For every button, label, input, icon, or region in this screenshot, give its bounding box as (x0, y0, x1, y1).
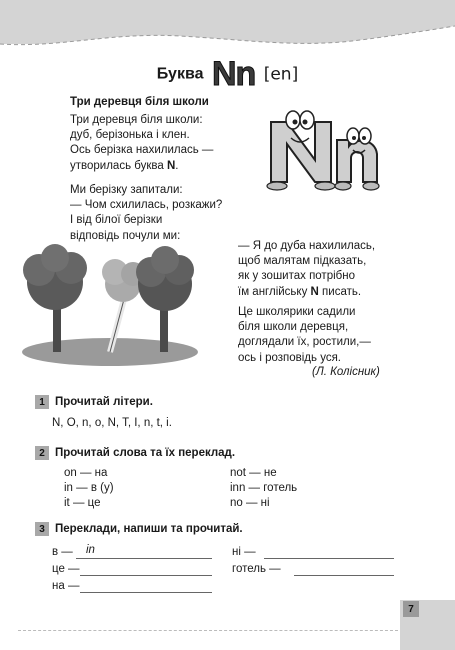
exercise-title: Прочитай літери. (55, 396, 153, 408)
poem-line: Ось берізка нахилилась — (70, 144, 214, 157)
answer-line[interactable] (80, 575, 212, 576)
poem-line: відповідь почули ми: (70, 229, 181, 242)
poem-line: як у зошитах потрібно (238, 270, 355, 283)
word-pair: in — в (у) (64, 482, 114, 494)
word-pair: inn — готель (230, 482, 298, 494)
answer-line[interactable] (76, 558, 212, 559)
translate-prompt: ні — (232, 546, 256, 558)
exercise-number: 1 (35, 395, 49, 409)
poem-line: І від білої берізки (70, 214, 163, 227)
answer-line[interactable] (294, 575, 394, 576)
word-pair: not — не (230, 467, 277, 479)
exercise-title: Переклади, напиши та прочитай. (55, 523, 243, 535)
poem-bold-letter: N (166, 159, 176, 172)
poem-line: ось і розповідь уся. (238, 351, 341, 364)
footer-dashed-line (18, 630, 398, 631)
translate-prompt: на — (52, 580, 80, 592)
word-pair: on — на (64, 467, 108, 479)
poem-line: Це школярики садили (238, 306, 356, 318)
exercise-number: 3 (35, 522, 49, 536)
exercise-1-header (35, 395, 153, 409)
answer-line[interactable] (80, 592, 212, 593)
answer-line[interactable] (264, 558, 394, 559)
top-wave-decoration (0, 18, 455, 52)
exercise-title: Прочитай слова та їх переклад. (55, 447, 236, 459)
translate-prompt: це — (52, 563, 80, 575)
poem-line: утворилась буква (70, 159, 167, 172)
word-pair: no — ні (230, 497, 270, 509)
poem-line: доглядали їх, ростили,— (238, 336, 371, 349)
word-pair: it — це (64, 497, 101, 509)
poem-line: — Я до дуба нахилилась, (238, 240, 376, 252)
poem-line: — Чом схилилась, розкажи? (70, 199, 223, 212)
translate-prompt: готель — (232, 563, 281, 575)
three-trees-illustration (15, 240, 200, 368)
poem-line: біля школи деревця, (238, 321, 349, 334)
poem-bold-letter: N (310, 285, 319, 298)
translate-prompt: в — (52, 546, 73, 558)
poem-stanza-1 (70, 113, 213, 174)
poem-line: щоб малятам підказать, (238, 255, 367, 268)
poem-line: Три деревця біля школи: (70, 114, 203, 126)
title-letters: Nn (211, 55, 256, 93)
poem-line: Ми берізку запитали: (70, 184, 183, 196)
poem-line: їм англійську (238, 285, 311, 298)
poem-line: дуб, берізонька і клен. (70, 129, 190, 142)
translate-example-answer: in (86, 544, 95, 556)
poem-line-end: писать. (318, 285, 362, 298)
title-transcription: [en] (263, 64, 299, 85)
exercise-2-header (35, 446, 235, 460)
poem-stanza-2 (70, 183, 222, 244)
poem-author: (Л. Колісник) (312, 366, 380, 378)
poem-punct: . (175, 159, 179, 172)
page-title (0, 55, 455, 94)
poem-stanza-3 (238, 239, 375, 300)
exercise-number: 2 (35, 446, 49, 460)
cartoon-letters-nn-illustration (263, 100, 403, 192)
page-number: 7 (403, 601, 419, 617)
letters-line: N, O, n, o, N, T, I, n, t, i. (52, 417, 172, 429)
exercise-3-header (35, 522, 243, 536)
poem-title: Три деревця біля школи (70, 96, 209, 108)
poem-stanza-4 (238, 305, 371, 366)
title-word: Буква (156, 65, 204, 83)
